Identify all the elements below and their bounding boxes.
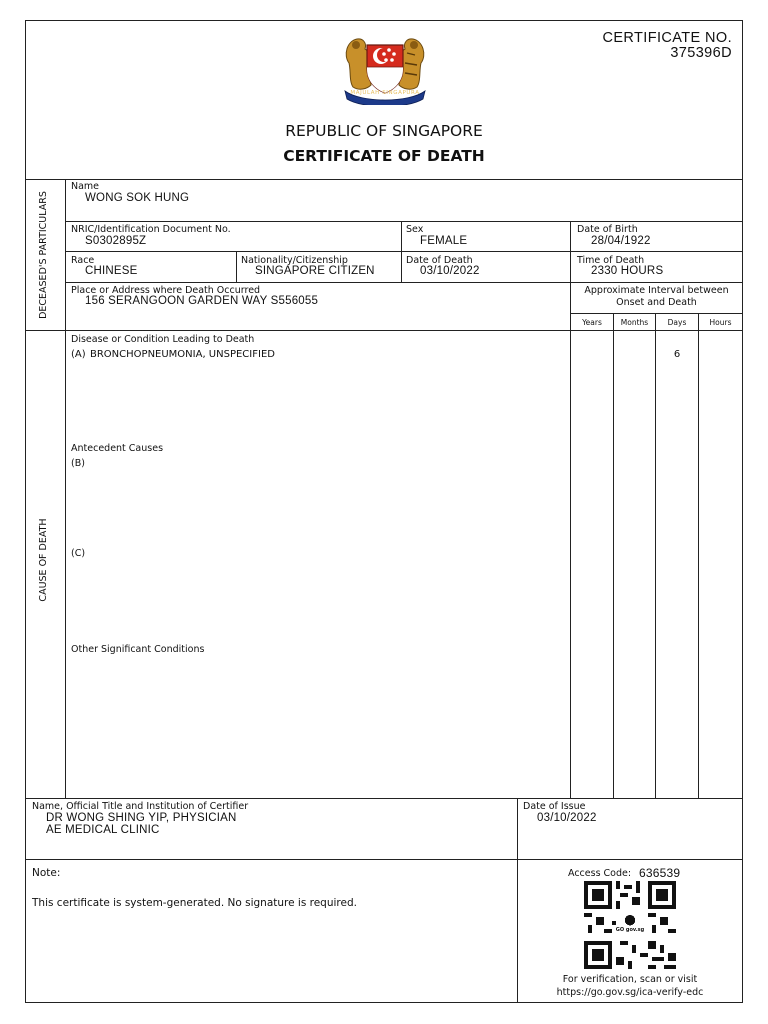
interval-label-2: Onset and Death [616, 297, 697, 308]
id-number: S0302895Z [85, 235, 147, 247]
certifier-line1: DR WONG SHING YIP, PHYSICIAN [46, 812, 237, 824]
side-label-cause: CAUSE OF DEATH [38, 518, 49, 602]
nationality-label: Nationality/Citizenship [241, 255, 348, 266]
sex-label: Sex [406, 224, 424, 235]
issue-date-value: 03/10/2022 [537, 812, 597, 824]
dob-value: 28/04/1922 [591, 235, 651, 247]
interval-col-days: Days [667, 318, 687, 327]
divider [25, 859, 743, 860]
divider [401, 221, 402, 282]
cause-a-value: BRONCHOPNEUMONIA, UNSPECIFIED [90, 349, 275, 360]
crest-motto: MAJULAH SINGAPURA [350, 90, 420, 96]
note-text: This certificate is system-generated. No signature is required. [32, 897, 357, 909]
divider [65, 221, 743, 222]
cause-c-prefix: (C) [71, 548, 86, 559]
document-title: CERTIFICATE OF DEATH [283, 147, 485, 165]
certificate-number-label: CERTIFICATE NO. [602, 30, 732, 46]
dod-value: 03/10/2022 [420, 265, 480, 277]
divider [65, 251, 743, 252]
disease-label: Disease or Condition Leading to Death [71, 334, 255, 345]
interval-col-months: Months [620, 318, 649, 327]
place-label: Place or Address where Death Occurred [71, 285, 261, 296]
divider [698, 313, 699, 798]
race-value: CHINESE [85, 265, 138, 277]
place-value: 156 SERANGOON GARDEN WAY S556055 [85, 295, 319, 307]
divider [25, 179, 743, 180]
id-label: NRIC/Identification Document No. [71, 224, 231, 235]
certificate-number-value: 375396D [670, 45, 732, 61]
antecedent-label: Antecedent Causes [71, 443, 164, 454]
divider [25, 330, 743, 331]
deceased-name: WONG SOK HUNG [85, 192, 190, 204]
cause-b-prefix: (B) [71, 458, 85, 469]
divider [655, 313, 656, 798]
divider [65, 179, 66, 798]
verify-url[interactable]: https://go.gov.sg/ica-verify-edc [556, 987, 704, 998]
divider [570, 313, 743, 314]
issue-date-label: Date of Issue [523, 801, 586, 812]
dod-label: Date of Death [406, 255, 473, 266]
qr-center-logo: GO gov.sg [615, 927, 645, 933]
divider [25, 798, 743, 799]
sex-value: FEMALE [420, 235, 468, 247]
cause-a-days: 6 [673, 349, 681, 360]
divider [613, 313, 614, 798]
access-code-value: 636539 [639, 866, 681, 880]
verify-text-1: For verification, scan or visit [562, 974, 698, 985]
interval-col-hours: Hours [709, 318, 732, 327]
dob-label: Date of Birth [577, 224, 638, 235]
country-title: REPUBLIC OF SINGAPORE [285, 122, 483, 140]
certifier-line2: AE MEDICAL CLINIC [46, 824, 160, 836]
cause-a-prefix: (A) [71, 349, 86, 360]
tod-label: Time of Death [577, 255, 645, 266]
name-label: Name [71, 181, 100, 192]
certifier-label: Name, Official Title and Institution of Certifier [32, 801, 249, 812]
certificate-number [602, 31, 732, 61]
access-code-label: Access Code: [568, 868, 632, 879]
interval-col-years: Years [582, 318, 602, 327]
divider [236, 251, 237, 282]
divider [517, 798, 518, 1003]
divider [65, 282, 743, 283]
qr-code-icon[interactable] [584, 881, 676, 969]
race-label: Race [71, 255, 95, 266]
interval-label: Approximate Interval between [584, 285, 729, 296]
nationality-value: SINGAPORE CITIZEN [255, 265, 375, 277]
certificate-frame [25, 20, 743, 1003]
side-label-particulars: DECEASED'S PARTICULARS [38, 191, 49, 319]
tod-value: 2330 HOURS [591, 265, 664, 277]
other-conditions-label: Other Significant Conditions [71, 644, 205, 655]
note-label: Note: [32, 867, 61, 879]
